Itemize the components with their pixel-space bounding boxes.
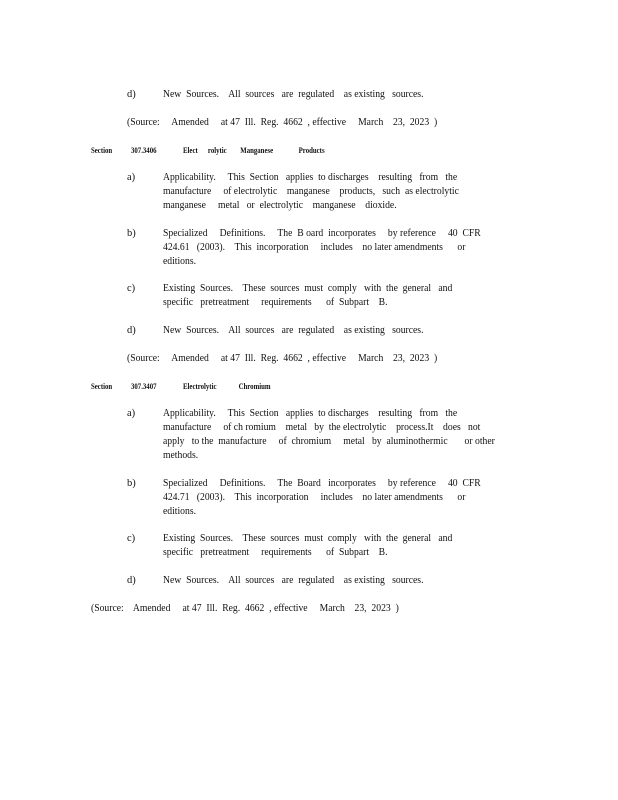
section-heading-label: Section [91,145,113,155]
subsection-label: d) [127,325,136,336]
subsection-line: Existing Sources. These sources must comply with the general and [163,533,453,544]
subsection-label: a) [127,408,136,419]
section-heading-number: 307.3407 [131,381,157,391]
subsection-line: 424.71 (2003). This incorporation includes no later amendments or [163,492,466,503]
subsection-line: specific pretreatment requirements of Subpart B. [163,547,388,558]
subsection-line: manufacture of ch romium metal by the electrolytic process.It does not [163,422,481,433]
source-note: (Source: Amended at 47 Ill. Reg. 4662 , effective March 23, 2023 ) [127,117,438,128]
subsection-line: Applicability. This Section applies to discharges resulting from the [163,172,458,183]
section-heading-number: 307.3406 [131,145,157,155]
subsection-label: c) [127,533,136,544]
subsection-line: editions. [163,256,197,267]
section-heading-title: Electrolytic Chromium [183,381,271,391]
subsection-line: methods. [163,450,199,461]
subsection-line: manufacture of electrolytic manganese products, such as electrolytic [163,186,459,197]
subsection-line: editions. [163,506,197,517]
subsection-label: d) [127,89,136,100]
subsection-text: New Sources. All sources are regulated as existing sources. [163,89,424,100]
subsection-line: manganese metal or electrolytic manganese dioxide. [163,200,397,211]
subsection-label: d) [127,575,136,586]
section-heading-label: Section [91,381,113,391]
subsection-line: 424.61 (2003). This incorporation includes no later amendments or [163,242,466,253]
section-heading-title: Elect rolytic Manganese Products [183,145,325,155]
subsection-text: New Sources. All sources are regulated as existing sources. [163,575,424,586]
subsection-line: apply to the manufacture of chromium metal by aluminothermic or other [163,436,495,447]
subsection-label: b) [127,228,136,239]
subsection-line: Applicability. This Section applies to discharges resulting from the [163,408,458,419]
subsection-label: a) [127,172,136,183]
subsection-line: Specialized Definitions. The B oard incorporates by reference 40 CFR [163,228,481,239]
subsection-line: specific pretreatment requirements of Subpart B. [163,297,388,308]
subsection-line: Existing Sources. These sources must comply with the general and [163,283,453,294]
subsection-label: b) [127,478,136,489]
subsection-line: Specialized Definitions. The Board incorporates by reference 40 CFR [163,478,481,489]
subsection-text: New Sources. All sources are regulated as existing sources. [163,325,424,336]
source-note: (Source: Amended at 47 Ill. Reg. 4662 , effective March 23, 2023 ) [91,603,399,614]
source-note: (Source: Amended at 47 Ill. Reg. 4662 , effective March 23, 2023 ) [127,353,438,364]
subsection-label: c) [127,283,136,294]
